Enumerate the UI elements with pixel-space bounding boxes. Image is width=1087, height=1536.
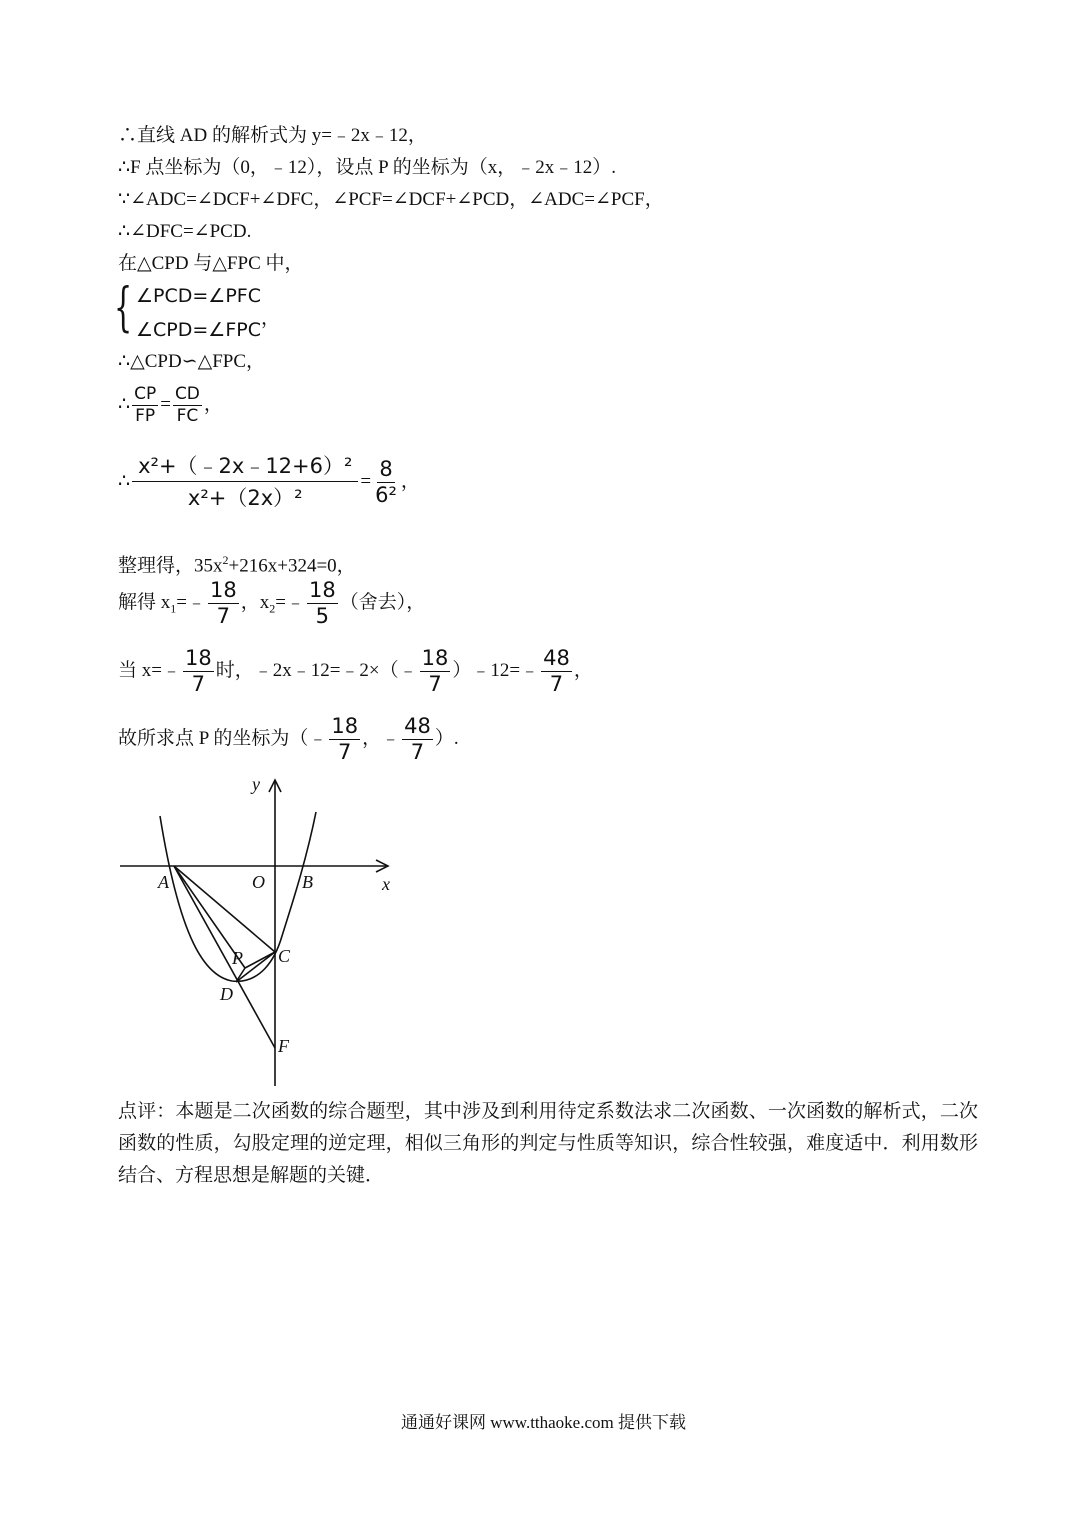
text: ）﹣12=﹣ — [452, 659, 540, 681]
ratio-equation — [118, 386, 223, 425]
fraction-cd-fc — [173, 386, 202, 425]
numerator: 18 — [209, 578, 237, 602]
subscript: 2 — [269, 601, 276, 616]
segment-af — [174, 866, 275, 1048]
text: +216x+324=0， — [228, 555, 356, 577]
fraction-cp-fp — [132, 386, 158, 425]
system-line-2 — [136, 307, 281, 342]
text: ，x — [240, 591, 270, 613]
therefore-symbol: ∴ — [118, 393, 131, 415]
fraction-18-7 — [420, 648, 451, 695]
denominator: 6² — [375, 483, 397, 507]
equals-sign: = — [360, 470, 372, 492]
line-similar-triangles: ∴△CPD∽△FPC， — [118, 351, 265, 372]
label-o: O — [252, 872, 265, 892]
text: =﹣ — [275, 591, 305, 613]
text: 整理得，35x — [118, 555, 223, 577]
comma: ， — [203, 393, 223, 415]
distance-equation — [118, 456, 420, 509]
fraction-48-7 — [402, 716, 433, 763]
denominator: 7 — [338, 740, 352, 764]
line-angle-relations: ∵∠ADC=∠DCF+∠DFC，∠PCF=∠DCF+∠PCD，∠ADC=∠PCF， — [118, 189, 664, 210]
denominator: 7 — [216, 604, 231, 628]
system-line-2-text: ∠CPD=∠FPC — [136, 319, 261, 341]
parabola-figure — [110, 770, 410, 1090]
line-angle-conclusion: ∴∠DFC=∠PCD. — [118, 221, 252, 242]
label-p: P — [232, 948, 243, 968]
label-a: A — [158, 872, 169, 892]
line-solutions — [118, 580, 425, 627]
text: ）. — [434, 727, 459, 749]
denominator: FP — [135, 406, 156, 426]
numerator: x²+（﹣2x﹣12+6）² — [132, 456, 358, 482]
line-f-coordinates: ∴F 点坐标为（0，﹣12），设点 P 的坐标为（x，﹣2x﹣12）. — [118, 157, 617, 178]
numerator: 8 — [379, 457, 393, 481]
line-point-p-answer — [118, 716, 459, 763]
label-c: C — [278, 946, 291, 966]
text: ，﹣ — [362, 727, 401, 749]
numerator: 18 — [184, 646, 212, 670]
numerator: 48 — [543, 646, 570, 670]
text: =﹣ — [176, 591, 206, 613]
text: ， — [573, 659, 593, 681]
numerator: 48 — [404, 714, 431, 738]
text: 解得 x — [118, 591, 171, 613]
denominator: 5 — [315, 604, 329, 628]
numerator: 18 — [421, 646, 449, 670]
denominator: 7 — [428, 672, 442, 696]
numerator: 18 — [331, 714, 359, 738]
comma: ， — [400, 470, 420, 492]
text: 当 x=﹣ — [118, 659, 181, 681]
numerator: 18 — [308, 578, 336, 602]
numerator: CD — [174, 384, 200, 404]
line-simplified-equation — [118, 548, 356, 578]
numerator: CP — [134, 384, 157, 404]
fraction-18-7 — [208, 580, 239, 627]
line-triangles-intro: 在△CPD 与△FPC 中， — [118, 253, 304, 274]
footer-source: 通通好课网 www.tthaoke.com 提供下载 — [400, 1413, 687, 1432]
comment-paragraph: 点评：本题是二次函数的综合题型，其中涉及到利用待定系数法求二次函数、一次函数的解析式，二次函数的性质，勾股定理的逆定理，相似三角形的判定与性质等知识，综合性较强，难度适中．利用数形结合、方程思想是解题的关键． — [118, 1101, 978, 1186]
subscript: 1 — [170, 601, 177, 616]
text: 故所求点 P 的坐标为（﹣ — [118, 727, 328, 749]
label-x: x — [382, 874, 390, 894]
fraction-48-7 — [541, 648, 572, 695]
label-y: y — [252, 774, 260, 794]
label-d: D — [220, 984, 233, 1004]
denominator: x²+（2x）² — [187, 486, 303, 510]
system-line-1: ∠PCD=∠PFC — [136, 285, 261, 307]
equals-sign: = — [160, 393, 171, 415]
fraction-18-7 — [329, 716, 360, 763]
system-brace: { — [114, 278, 133, 338]
fraction-18-5 — [307, 580, 338, 627]
superscript: 2 — [222, 553, 229, 567]
text: 时，﹣2x﹣12=﹣2×（﹣ — [215, 659, 418, 681]
denominator: 7 — [191, 672, 206, 696]
fraction-eight-over-six-squared — [373, 459, 399, 506]
label-f: F — [278, 1036, 289, 1056]
denominator: 7 — [410, 740, 425, 764]
segment-pc — [245, 952, 275, 968]
denominator: 7 — [549, 672, 564, 696]
text: （舍去）， — [339, 591, 426, 613]
line-ad-equation: ∴直线 AD 的解析式为 y=﹣2x﹣12， — [118, 125, 427, 146]
label-b: B — [302, 872, 313, 892]
line-substitution — [118, 648, 593, 695]
system-comma: ， — [261, 307, 281, 329]
therefore-symbol: ∴ — [118, 470, 131, 492]
fraction-squared-lengths — [132, 456, 358, 509]
fraction-18-7 — [183, 648, 214, 695]
denominator: FC — [176, 406, 199, 426]
